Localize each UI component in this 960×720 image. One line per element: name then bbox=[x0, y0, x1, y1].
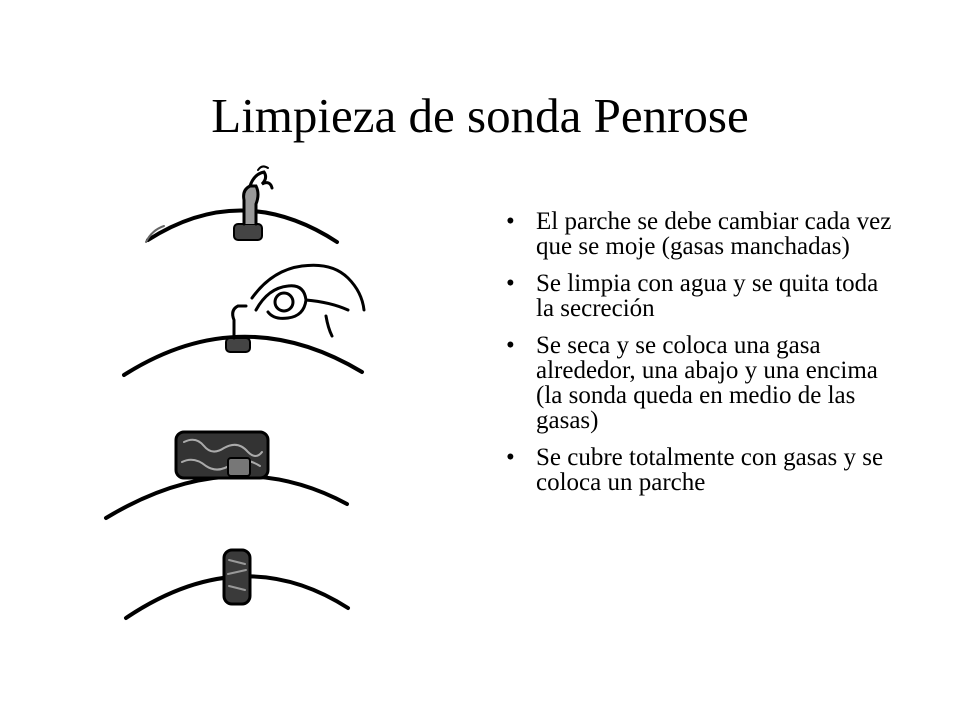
slide-title: Limpieza de sonda Penrose bbox=[211, 88, 749, 143]
step-1-drain-illustration bbox=[146, 166, 337, 242]
list-item bbox=[500, 445, 900, 495]
list-item bbox=[500, 333, 900, 433]
instruction-list bbox=[500, 209, 900, 507]
list-item-text: El parche se debe cambiar cada vez que se moje (gasas manchadas) bbox=[536, 208, 892, 260]
bullet-dot: • bbox=[506, 444, 515, 471]
bullet-dot: • bbox=[506, 270, 515, 297]
step-4-covered-with-patch-illustration bbox=[126, 550, 348, 618]
step-3-gauze-around-drain-illustration bbox=[106, 432, 347, 518]
list-item bbox=[500, 209, 900, 259]
penrose-drain-cleaning-steps-illustration bbox=[92, 160, 392, 640]
list-item-text: Se seca y se coloca una gasa alrededor, una abajo y una encima (la sonda queda en medio de las gasas) bbox=[536, 332, 878, 434]
list-item-text: Se limpia con agua y se quita toda la secreción bbox=[536, 270, 879, 322]
step-2-hand-cleaning-illustration bbox=[124, 265, 364, 375]
list-item-text: Se cubre totalmente con gasas y se coloca un parche bbox=[536, 444, 884, 496]
bullet-dot: • bbox=[506, 332, 515, 359]
list-item bbox=[500, 271, 900, 321]
bullet-dot: • bbox=[506, 208, 515, 235]
